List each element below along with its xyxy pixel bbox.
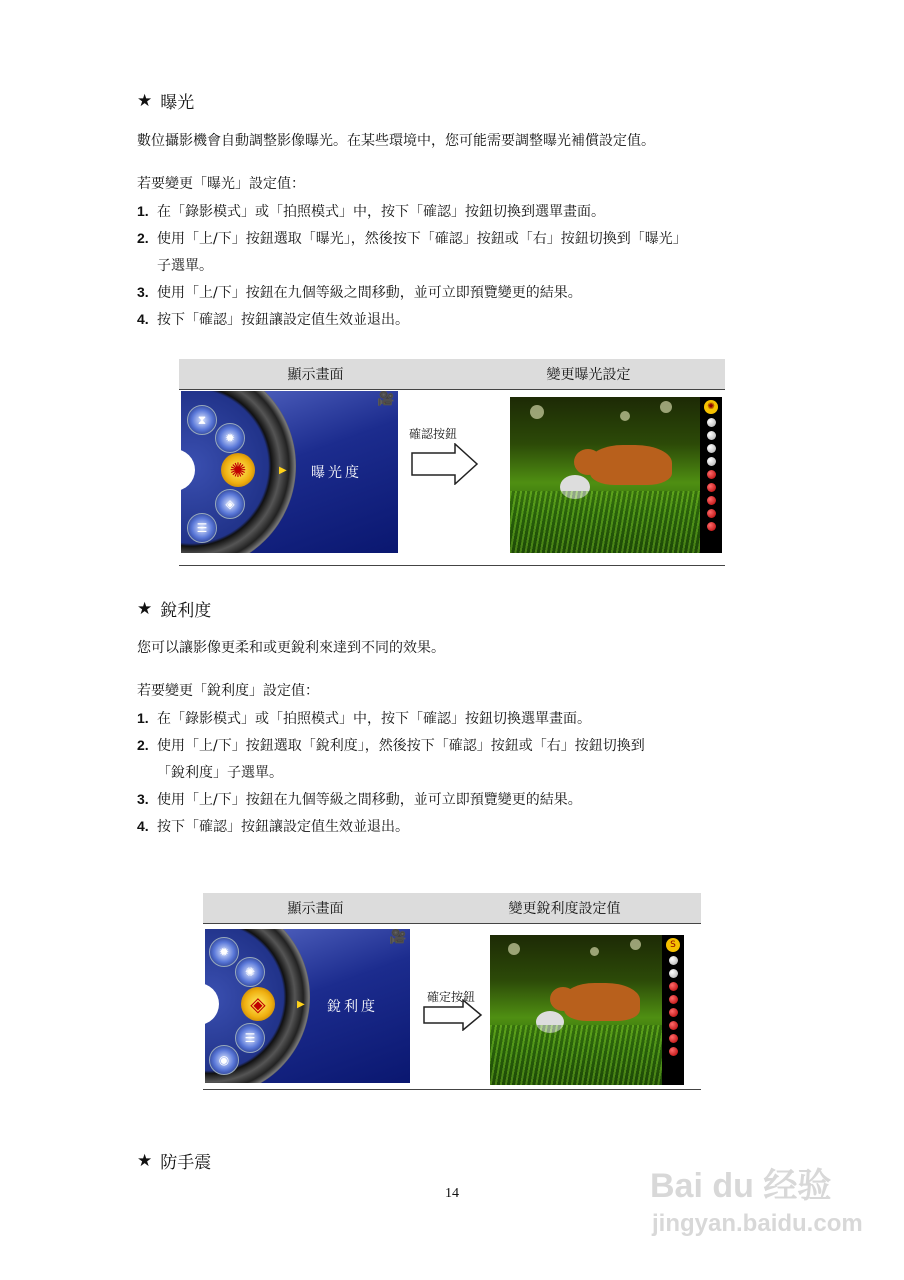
lead-text: 若要變更「曝光」設定值： — [137, 176, 305, 192]
step-number: 2. — [137, 230, 149, 246]
section-heading-exposure — [137, 88, 194, 113]
level-strip — [700, 397, 722, 553]
section-title: 防手震 — [160, 1153, 212, 1173]
level-strip — [662, 935, 684, 1085]
step-number: 2. — [137, 737, 149, 753]
step-continuation: 子選單。 — [157, 258, 213, 274]
arrow-right-icon — [411, 443, 479, 485]
menu-screen — [181, 391, 398, 553]
step-number: 3. — [137, 284, 149, 300]
level-dot — [669, 995, 678, 1004]
level-dot — [707, 483, 716, 492]
step-number: 4. — [137, 818, 149, 834]
step-text: 使用「上/下」按鈕在九個等級之間移動，並可立即預覽變更的結果。 — [157, 285, 582, 301]
step-number: 1. — [137, 203, 149, 219]
section-heading-sharpness — [137, 596, 211, 621]
camera-icon: 🎥 — [389, 929, 407, 945]
left-header-label: 顯示畫面 — [287, 901, 344, 917]
menu-list-icon: ☰ — [187, 513, 217, 543]
menu-list-icon: ☰ — [235, 1023, 265, 1053]
exposure-icon: ✺ — [704, 400, 718, 414]
intro-paragraph: 數位攝影機會自動調整影像曝光。在某些環境中，您可能需要調整曝光補償設定值。 — [137, 133, 655, 149]
level-dot — [669, 956, 678, 965]
right-header-label: 變更銳利度設定值 — [508, 901, 621, 917]
menu-screen — [205, 929, 410, 1083]
menu-label: 銳利度 — [327, 999, 378, 1015]
right-header-label: 變更曝光設定 — [546, 367, 631, 383]
grass — [490, 1025, 664, 1085]
section-title: 曝光 — [160, 93, 195, 113]
step-item — [137, 816, 409, 837]
pointer-icon: ▶ — [279, 465, 287, 476]
bokeh-light — [508, 943, 520, 955]
watermark-logo: Bai du 经验 — [650, 1167, 832, 1205]
step-text: 在「錄影模式」或「拍照模式」中，按下「確認」按鈕切換選單畫面。 — [157, 711, 591, 727]
exposure-figure — [179, 359, 725, 567]
step-item — [137, 708, 591, 729]
hourglass-icon: ⧗ — [187, 405, 217, 435]
grass — [510, 491, 701, 553]
step-text: 使用「上/下」按鈕選取「曝光」，然後按下「確認」按鈕或「右」按鈕切換到「曝光」 — [157, 231, 687, 247]
step-item — [137, 735, 645, 756]
step-number: 1. — [137, 710, 149, 726]
arrow-right-icon — [423, 999, 483, 1031]
step-item — [137, 228, 687, 249]
page-number: 14 — [445, 1186, 459, 1201]
level-dot — [669, 982, 678, 991]
step-text: 在「錄影模式」或「拍照模式」中，按下「確認」按鈕切換到選單畫面。 — [157, 204, 605, 220]
sun-icon: ✹ — [209, 937, 239, 967]
step-item — [137, 201, 605, 222]
bokeh-light — [590, 947, 599, 956]
level-dot — [707, 496, 716, 505]
star-icon: ★ — [137, 90, 153, 111]
step-number: 4. — [137, 311, 149, 327]
puppy-head — [574, 449, 602, 475]
sharpness-figure — [203, 893, 701, 1091]
star-icon: ★ — [137, 598, 153, 619]
puppy-head — [550, 987, 576, 1011]
intro-paragraph: 您可以讓影像更柔和或更銳利來達到不同的效果。 — [137, 640, 445, 656]
step-continuation: 「銳利度」子選單。 — [157, 765, 283, 781]
sharpness-icon: ◈ — [241, 987, 275, 1021]
sharpness-icon: S — [666, 938, 680, 952]
step-item — [137, 789, 582, 810]
step-item — [137, 309, 409, 330]
step-text: 使用「上/下」按鈕選取「銳利度」，然後按下「確認」按鈕或「右」按鈕切換到 — [157, 738, 645, 754]
footer-rule — [179, 565, 725, 566]
sun-icon: ✹ — [215, 423, 245, 453]
level-dot — [707, 470, 716, 479]
footer-rule — [203, 1089, 701, 1090]
puppy — [590, 445, 672, 485]
button-label: 確認按鈕 — [409, 427, 458, 441]
exposure-icon: ✺ — [221, 453, 255, 487]
level-dot — [669, 969, 678, 978]
preview-photo — [490, 935, 664, 1085]
section-heading-stabilizer — [137, 1148, 211, 1173]
star-icon: ★ — [137, 1150, 153, 1171]
lead-text: 若要變更「銳利度」設定值： — [137, 683, 319, 699]
level-dot — [669, 1034, 678, 1043]
level-dot — [707, 509, 716, 518]
pointer-icon: ▶ — [297, 999, 305, 1010]
level-dot — [669, 1047, 678, 1056]
bokeh-light — [620, 411, 630, 421]
bokeh-light — [630, 939, 641, 950]
exposure-icon: ✺ — [235, 957, 265, 987]
left-header-label: 顯示畫面 — [287, 367, 344, 383]
watermark-url: jingyan.baidu.com — [652, 1210, 863, 1237]
header-rule — [179, 389, 725, 390]
menu-label: 曝光度 — [311, 465, 362, 481]
bokeh-light — [530, 405, 544, 419]
step-text: 按下「確認」按鈕讓設定值生效並退出。 — [157, 819, 409, 835]
stabilizer-icon: ◉ — [209, 1045, 239, 1075]
section-title: 銳利度 — [160, 601, 212, 621]
level-dot — [707, 431, 716, 440]
bokeh-light — [660, 401, 672, 413]
level-dot — [707, 418, 716, 427]
step-text: 使用「上/下」按鈕在九個等級之間移動，並可立即預覽變更的結果。 — [157, 792, 582, 808]
level-dot — [669, 1021, 678, 1030]
step-item — [137, 282, 582, 303]
step-text: 按下「確認」按鈕讓設定值生效並退出。 — [157, 312, 409, 328]
level-dot — [669, 1008, 678, 1017]
level-dot — [707, 522, 716, 531]
sharpness-icon: ◈ — [215, 489, 245, 519]
level-dot — [707, 457, 716, 466]
camera-icon: 🎥 — [377, 391, 395, 407]
button-label: 確定按鈕 — [427, 990, 476, 1004]
header-rule — [203, 923, 701, 924]
level-dot — [707, 444, 716, 453]
step-number: 3. — [137, 791, 149, 807]
preview-photo — [510, 397, 701, 553]
